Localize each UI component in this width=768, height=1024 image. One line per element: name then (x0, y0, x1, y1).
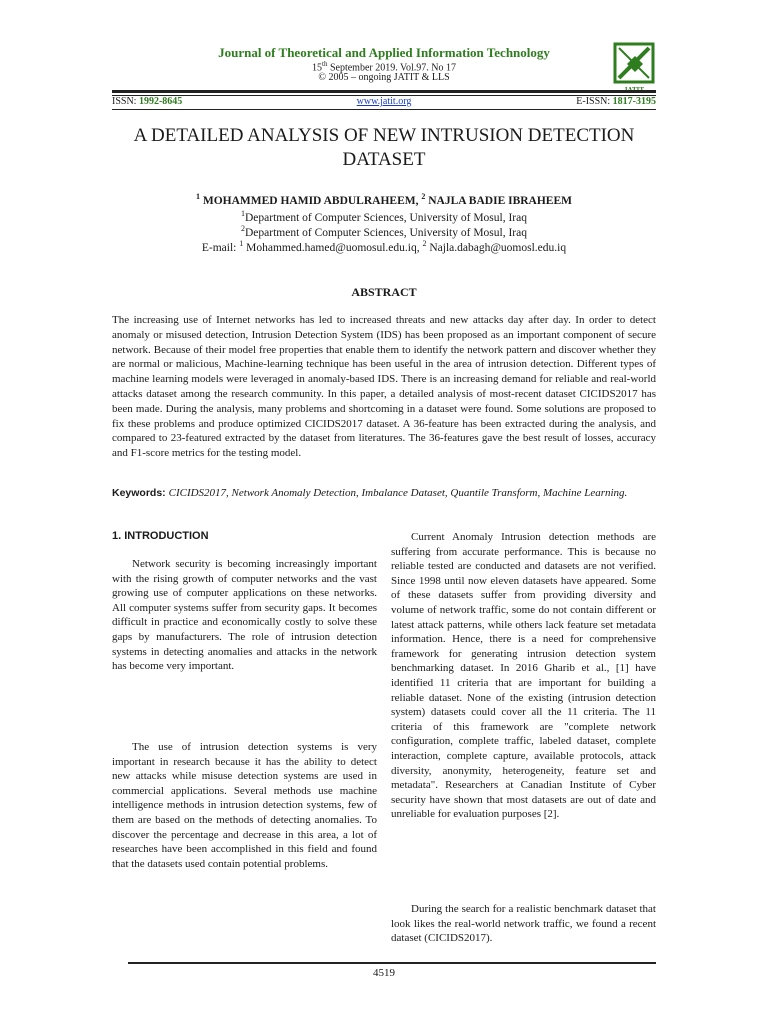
eissn-value: 1817-3195 (612, 96, 656, 107)
affiliation-1 (112, 209, 656, 224)
affiliation-2 (112, 224, 656, 239)
header-rule-bottom (112, 109, 656, 110)
paper-title: A DETAILED ANALYSIS OF NEW INTRUSION DETECTION DATASET (133, 125, 635, 170)
author1-number: 1 (195, 192, 200, 201)
abstract-text: The increasing use of Internet networks has led to increased threats and new attacks day after day. In order to detect anomaly or misused detection, Intrusion Detection System (IDS) has been proposed as an important component of secure network. Because of their model free properties that enable them to identify the network pattern and discover whether they are normal or malicious, Machine-learning technique has been useful in the area of intrusion detection. Different types of machine learning models were leveraged in anomaly-based IDS. There is an increasing demand for reliable and real-world attacks dataset among the research community. In this paper, a detailed analysis of most-recent dataset CICIDS2017 has been made. During the analysis, many problems and shortcoming in a dataset were found. Some solutions are proposed to fix these problems and produce optimized CICIDS2017 dataset. A 36-feature has been extracted during the analysis, and compared to 23-featured extracted by the dataset from literatures. The 36-features gave the best result of losses, accuracy and F1-score metrics for the testing model. (112, 314, 656, 460)
issn-value: 1992-8645 (138, 96, 183, 107)
website-link[interactable]: www.jatit.org (356, 96, 412, 107)
email1[interactable]: Mohammed.hamed@uomosul.edu.iq, (243, 241, 423, 254)
authors (112, 192, 656, 207)
keywords-list: CICIDS2017, Network Anomaly Detection, Imbalance Dataset, Quantile Transform, Machine Learning. (168, 487, 628, 499)
aff2-text: Department of Computer Sciences, University of Mosul, Iraq (244, 226, 527, 239)
jatit-logo-icon (613, 42, 655, 86)
eissn-label: E-ISSN: (576, 96, 613, 107)
keywords (112, 486, 656, 501)
keywords-label: Keywords: (112, 487, 169, 499)
issue-day-suffix: th (322, 60, 328, 68)
eissn (576, 96, 656, 107)
section-heading-introduction: 1. INTRODUCTION (112, 530, 209, 542)
left-paragraph-2: The use of intrusion detection systems is very important in research because it has the ability to detect new attacks while misuse detection systems are used in commercial applications. Several methods use machine intelligence methods in intrusion detection systems, few of them are based on the methods of detecting anomalies. To discover the percentage and decrease in this area, a lot of researches have been accomplished in this field and found that the datasets used contain potential problems. (112, 741, 377, 870)
issue-day: 15 (312, 62, 323, 74)
journal-title: Journal of Theoretical and Applied Information Technology (218, 45, 550, 60)
right-paragraph-2: During the search for a realistic benchmark dataset that look likes the real-world network traffic, we found a recent dataset (CICIDS2017). (391, 903, 656, 945)
aff1-number: 1 (240, 209, 245, 218)
author1-name: MOHAMMED HAMID ABDULRAHEEM, (199, 194, 422, 207)
author2-name: NAJLA BADIE IBRAHEEM (425, 194, 573, 207)
left-paragraph-1: Network security is becoming increasingly important with the rising growth of computer networks and the vast growing use of computer applications on these networks. All computer systems suffer from security gaps. It becomes difficult in practice and economically costly to solve these gaps by manufacturers. The role of intrusion detection systems in detecting anomalies and attacks in the network has become very important. (112, 558, 377, 673)
aff1-text: Department of Computer Sciences, University of Mosul, Iraq (244, 211, 527, 224)
footer-rule (128, 962, 656, 964)
email-label: E-mail: (201, 241, 240, 254)
abstract-heading: ABSTRACT (351, 285, 417, 299)
email2-number: 2 (422, 239, 427, 248)
email1-number: 1 (239, 239, 244, 248)
issn-label: ISSN: (112, 96, 139, 107)
aff2-number: 2 (240, 224, 245, 233)
page-number: 4519 (373, 967, 395, 979)
email2[interactable]: Najla.dabagh@uomosl.edu.iq (426, 241, 567, 254)
author2-number: 2 (421, 192, 426, 201)
right-paragraph-1: Current Anomaly Intrusion detection methods are suffering from accurate performance. This is because no reliable tested are conducted and datasets are not verified. Since 1998 until now eleven datasets have appeared. Some of these datasets suffer from providing diversity and volume of network traffic, some do not contain different or latest attack patterns, while others lack feature set metadata information. Hence, there is a need for comprehensive framework for generating intrusion detection system benchmarking dataset. In 2016 Gharib et al., [1] have identified 11 criteria that are important for building a reliable dataset. None of the existing (intrusion detection system) datasets could cover all the 11 criteria. The 11 criteria of this framework are "complete network configuration, complete traffic, labeled dataset, complete interaction, complete capture, available protocols, attack diversity, anonymity, heterogeneity, feature set and metadata". Researchers at Canadian Institute of Cyber security have shown that most datasets are out of date and unreliable for evaluation purposes [2]. (391, 531, 656, 821)
email-line (112, 239, 656, 254)
copyright-line: © 2005 – ongoing JATIT & LLS (318, 72, 450, 83)
issue-rest: September 2019. Vol.97. No 17 (327, 62, 456, 74)
header-rule-thick (112, 90, 656, 93)
